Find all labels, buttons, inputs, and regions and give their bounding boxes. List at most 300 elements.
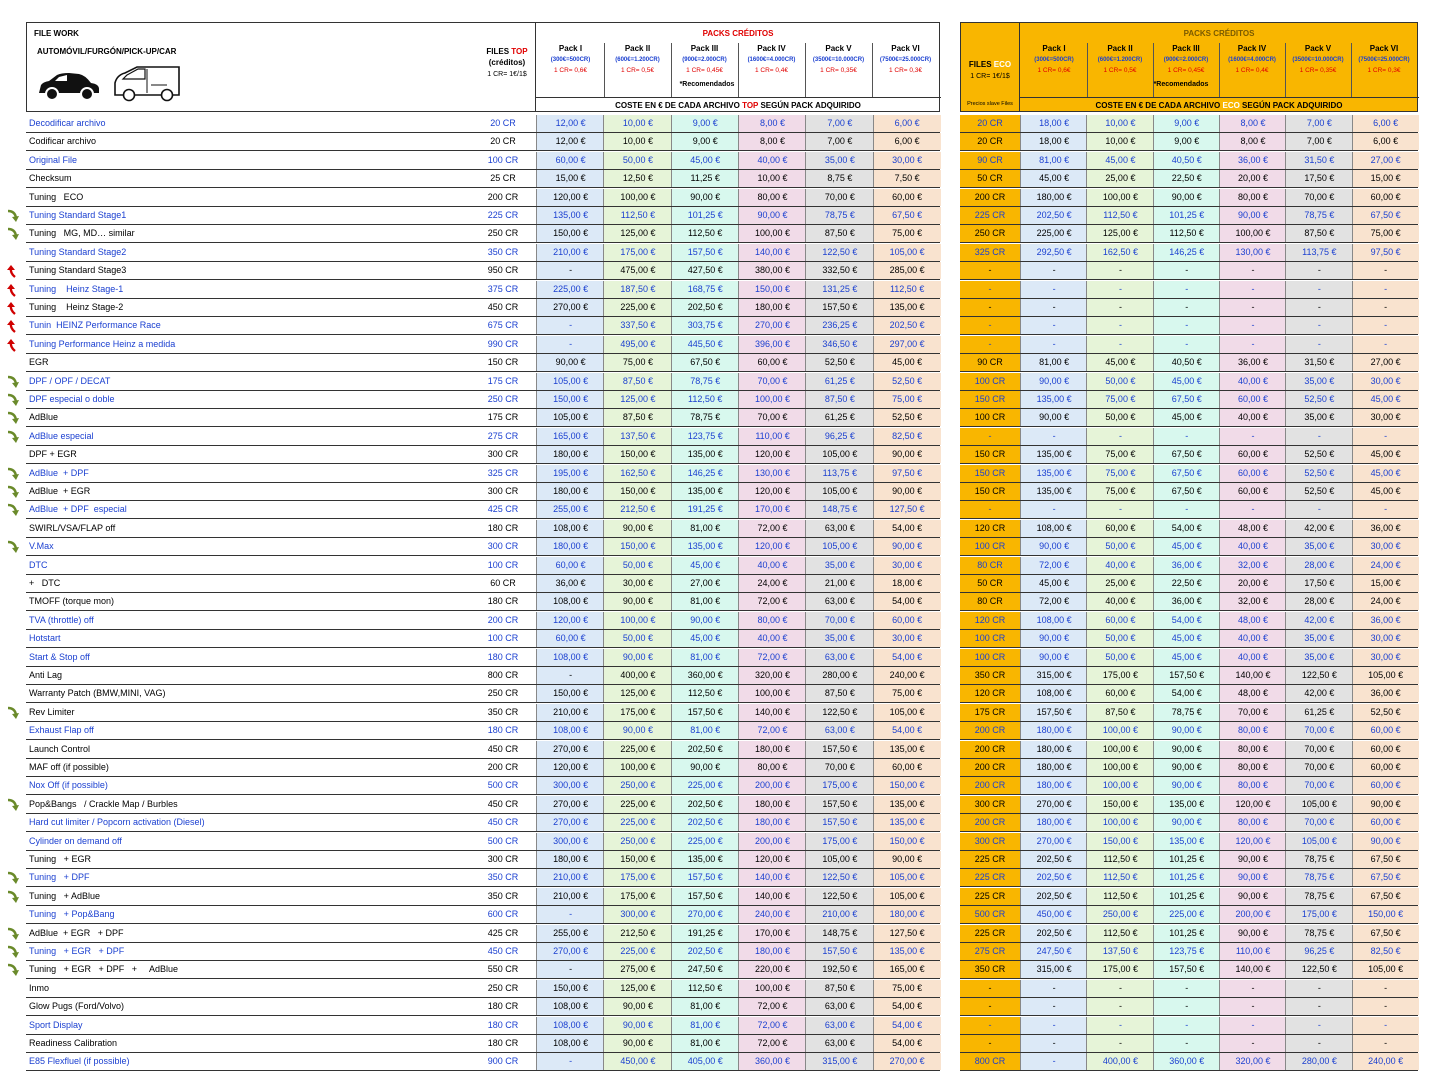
eco-price-cell: -: [1219, 262, 1286, 279]
eco-pack-1: [1021, 43, 1087, 77]
top-price-cell: 108,00 €: [536, 520, 604, 537]
table-row: [26, 189, 940, 207]
eco-price-cell: -: [1352, 299, 1419, 316]
eco-credits: 275 CR: [960, 943, 1020, 960]
eco-credits: 100 CR: [960, 409, 1020, 426]
eco-price-cell: 75,00 €: [1086, 391, 1153, 408]
eco-pack-4: [1219, 43, 1285, 77]
top-price-cell: 270,00 €: [738, 317, 806, 334]
top-price-cell: 7,50 €: [873, 170, 941, 187]
eco-price-cell: 67,50 €: [1352, 869, 1419, 886]
eco-price-cell: 42,00 €: [1285, 612, 1352, 629]
table-row: [26, 833, 940, 851]
top-price-cell: 140,00 €: [738, 869, 806, 886]
eco-price-cell: 45,00 €: [1352, 446, 1419, 463]
eco-price-cell: -: [1352, 262, 1419, 279]
eco-price-cell: 8,00 €: [1219, 115, 1286, 132]
top-price-cell: 275,00 €: [603, 961, 671, 978]
eco-price-cell: 17,50 €: [1285, 575, 1352, 592]
top-pack-2: [604, 43, 671, 77]
top-credits: 350 CR: [487, 890, 519, 901]
eco-price-cell: 50,00 €: [1086, 409, 1153, 426]
service-label: Tuning + EGR + DPF: [29, 946, 125, 956]
pack-range: (7500€=25.000CR): [879, 57, 932, 63]
table-row-eco: [960, 1053, 1418, 1071]
table-row-eco: [960, 538, 1418, 556]
eco-price-cell: 137,50 €: [1086, 943, 1153, 960]
service-label: Launch Control: [29, 743, 91, 754]
top-price-cell: 150,00 €: [536, 685, 604, 702]
eco-price-cell: 122,50 €: [1285, 961, 1352, 978]
table-row-eco: [960, 630, 1418, 648]
eco-price-cell: 25,00 €: [1086, 170, 1153, 187]
top-price-cell: 81,00 €: [671, 1017, 739, 1034]
table-row-eco: [960, 833, 1418, 851]
top-price-cell: 90,00 €: [873, 538, 941, 555]
top-price-cell: 87,50 €: [805, 225, 873, 242]
eco-price-cell: 101,25 €: [1153, 869, 1220, 886]
top-price-cell: 105,00 €: [873, 869, 941, 886]
top-price-cell: 18,00 €: [873, 575, 941, 592]
eco-price-cell: -: [1086, 998, 1153, 1015]
eco-price-cell: 105,00 €: [1285, 796, 1352, 813]
eco-price-cell: -: [1020, 1035, 1087, 1052]
top-price-cell: 63,00 €: [805, 520, 873, 537]
eco-credits: -: [960, 1035, 1020, 1052]
service-label: Checksum: [29, 173, 72, 184]
top-price-cell: 270,00 €: [536, 943, 604, 960]
service-label: Tuning Heinz Stage-1: [29, 283, 124, 294]
eco-price-cell: 105,00 €: [1285, 833, 1352, 850]
top-price-cell: 135,00 €: [671, 483, 739, 500]
eco-price-cell: 45,00 €: [1352, 483, 1419, 500]
eco-price-cell: 78,75 €: [1285, 869, 1352, 886]
service-label: Decodificar archivo: [29, 118, 106, 128]
top-price-cell: 180,00 €: [536, 538, 604, 555]
top-price-cell: 27,00 €: [671, 575, 739, 592]
top-credits: 250 CR: [487, 394, 519, 404]
table-row-eco: [960, 244, 1418, 262]
eco-price-cell: 36,00 €: [1153, 593, 1220, 610]
table-row-eco: [960, 262, 1418, 280]
service-label: Hard cut limiter / Popcorn activation (Diesel): [29, 817, 205, 828]
top-price-cell: 240,00 €: [738, 906, 806, 923]
top-price-cell: 60,00 €: [873, 759, 941, 776]
eco-price-cell: 60,00 €: [1219, 446, 1286, 463]
files-top-label: FILES TOP (créditos) 1 CR= 1€/1$: [486, 47, 528, 78]
packs-title-eco: PACKS CRÉDITOS: [1183, 29, 1255, 38]
top-price-cell: 52,50 €: [873, 409, 941, 426]
eco-price-cell: 100,00 €: [1086, 777, 1153, 794]
table-row-eco: [960, 667, 1418, 685]
eco-price-cell: 135,00 €: [1020, 483, 1087, 500]
top-price-cell: 270,00 €: [873, 1053, 941, 1070]
top-price-cell: 72,00 €: [738, 722, 806, 739]
top-price-cell: 125,00 €: [603, 391, 671, 408]
top-price-cell: 400,00 €: [603, 667, 671, 684]
eco-price-cell: 247,50 €: [1020, 943, 1087, 960]
eco-pack-2: [1087, 43, 1153, 77]
eco-price-cell: 81,00 €: [1020, 152, 1087, 169]
top-credits: 350 CR: [487, 706, 519, 717]
eco-price-cell: 22,50 €: [1153, 575, 1220, 592]
top-price-cell: 346,50 €: [805, 336, 873, 353]
eco-price-cell: 36,00 €: [1352, 520, 1419, 537]
top-price-cell: 195,00 €: [536, 465, 604, 482]
eco-price-cell: -: [1352, 281, 1419, 298]
service-label: Warranty Patch (BMW,MINI, VAG): [29, 688, 166, 699]
top-pack-5: [805, 43, 872, 77]
eco-price-cell: -: [1352, 317, 1419, 334]
eco-price-cell: 10,00 €: [1086, 133, 1153, 150]
top-price-cell: 236,25 €: [805, 317, 873, 334]
service-label: Tuning ECO: [29, 191, 84, 202]
eco-credits: 150 CR: [960, 391, 1020, 408]
top-price-cell: 105,00 €: [805, 538, 873, 555]
pack-cr-rate: 1 CR= 0,6€: [553, 67, 588, 74]
eco-price-cell: 122,50 €: [1285, 667, 1352, 684]
table-row: [26, 685, 940, 703]
top-price-cell: 135,00 €: [536, 207, 604, 224]
trend-down-arrow-icon: [6, 393, 20, 407]
coste-eco: COSTE EN € DE CADA ARCHIVO ECO SEGÚN PACK ADQUIRIDO: [1095, 101, 1343, 110]
eco-price-cell: 67,50 €: [1352, 888, 1419, 905]
pack-cr-rate: 1 CR= 0,45€: [686, 67, 723, 74]
eco-credits: -: [960, 281, 1020, 298]
top-credits: 500 CR: [487, 835, 519, 846]
top-price-cell: 96,25 €: [805, 428, 873, 445]
top-price-cell: 297,00 €: [873, 336, 941, 353]
eco-price-cell: -: [1153, 428, 1220, 445]
eco-credits: 350 CR: [960, 667, 1020, 684]
eco-credits: 200 CR: [960, 759, 1020, 776]
eco-price-cell: -: [1086, 1035, 1153, 1052]
eco-price-cell: 180,00 €: [1020, 759, 1087, 776]
pack-range: (600€=1.200CR): [615, 57, 660, 63]
eco-price-cell: 450,00 €: [1020, 906, 1087, 923]
top-price-cell: 63,00 €: [805, 1035, 873, 1052]
eco-price-cell: 112,50 €: [1086, 851, 1153, 868]
pack-cr-rate: 1 CR= 0,5€: [1103, 67, 1137, 74]
top-price-cell: 30,00 €: [873, 557, 941, 574]
table-row-eco: [960, 814, 1418, 832]
table-row: [26, 943, 940, 961]
service-label: AdBlue + EGR: [29, 486, 91, 496]
top-price-cell: 396,00 €: [738, 336, 806, 353]
top-credits: 180 CR: [487, 1001, 519, 1012]
eco-price-cell: 35,00 €: [1285, 630, 1352, 647]
eco-price-cell: 90,00 €: [1020, 373, 1087, 390]
eco-price-cell: 50,00 €: [1086, 649, 1153, 666]
top-price-cell: 8,00 €: [738, 115, 806, 132]
top-price-cell: 200,00 €: [738, 777, 806, 794]
service-label: Tuning + DPF: [29, 872, 90, 883]
top-price-cell: 148,75 €: [805, 501, 873, 518]
eco-price-cell: 75,00 €: [1086, 483, 1153, 500]
eco-price-cell: 78,75 €: [1285, 888, 1352, 905]
table-row-eco: [960, 704, 1418, 722]
eco-price-cell: -: [1020, 998, 1087, 1015]
table-row-eco: [960, 906, 1418, 924]
eco-price-cell: 225,00 €: [1153, 906, 1220, 923]
eco-price-cell: 60,00 €: [1352, 741, 1419, 758]
top-price-cell: 54,00 €: [873, 1035, 941, 1052]
eco-price-cell: -: [1086, 501, 1153, 518]
top-price-cell: 72,00 €: [738, 520, 806, 537]
table-row-eco: [960, 133, 1418, 151]
eco-price-cell: 175,00 €: [1285, 906, 1352, 923]
eco-price-cell: 135,00 €: [1153, 833, 1220, 850]
table-row-eco: [960, 373, 1418, 391]
eco-price-cell: -: [1153, 262, 1220, 279]
service-label: Tuning Standard Stage2: [29, 246, 127, 257]
eco-price-cell: 123,75 €: [1153, 943, 1220, 960]
top-price-cell: 60,00 €: [738, 354, 806, 371]
service-label: Tuning Performance Heinz a medida: [29, 338, 176, 349]
eco-price-cell: 157,50 €: [1153, 961, 1220, 978]
top-price-cell: 150,00 €: [603, 851, 671, 868]
top-price-cell: 225,00 €: [671, 833, 739, 850]
top-price-cell: 170,00 €: [738, 501, 806, 518]
top-price-cell: 148,75 €: [805, 925, 873, 942]
precios-slave: Precios slave Files: [967, 101, 1013, 107]
service-label: AdBlue + DPF especial: [29, 504, 127, 515]
table-row: [26, 391, 940, 409]
eco-price-cell: 400,00 €: [1086, 1053, 1153, 1070]
eco-price-cell: 50,00 €: [1086, 538, 1153, 555]
top-price-cell: 270,00 €: [536, 814, 604, 831]
eco-price-cell: 28,00 €: [1285, 557, 1352, 574]
table-row: [26, 207, 940, 225]
pack-cr-rate: 1 CR= 0,3€: [1367, 67, 1401, 74]
top-price-cell: 100,00 €: [603, 759, 671, 776]
top-price-cell: 270,00 €: [671, 906, 739, 923]
eco-price-cell: 35,00 €: [1285, 373, 1352, 390]
top-credits: 25 CR: [490, 173, 516, 184]
eco-price-cell: 45,00 €: [1153, 538, 1220, 555]
eco-price-cell: -: [1020, 1053, 1087, 1070]
top-price-cell: 45,00 €: [671, 152, 739, 169]
top-price-cell: 105,00 €: [805, 483, 873, 500]
top-credits: 675 CR: [487, 320, 519, 331]
top-price-cell: 90,00 €: [603, 1017, 671, 1034]
eco-credits: -: [960, 980, 1020, 997]
eco-price-cell: -: [1219, 998, 1286, 1015]
top-price-cell: 80,00 €: [738, 189, 806, 206]
eco-price-cell: -: [1285, 501, 1352, 518]
eco-price-cell: 135,00 €: [1020, 391, 1087, 408]
eco-price-cell: 90,00 €: [1352, 833, 1419, 850]
top-price-cell: 90,00 €: [603, 520, 671, 537]
top-price-cell: 168,75 €: [671, 281, 739, 298]
top-price-cell: 75,00 €: [873, 225, 941, 242]
top-price-cell: 127,50 €: [873, 501, 941, 518]
top-price-cell: 112,50 €: [671, 980, 739, 997]
top-price-cell: 10,00 €: [738, 170, 806, 187]
eco-price-cell: -: [1285, 428, 1352, 445]
table-row-eco: [960, 888, 1418, 906]
eco-price-cell: 120,00 €: [1219, 833, 1286, 850]
top-price-cell: 120,00 €: [738, 483, 806, 500]
eco-price-cell: 24,00 €: [1352, 593, 1419, 610]
top-credits: 250 CR: [487, 228, 519, 239]
eco-price-cell: 52,50 €: [1285, 391, 1352, 408]
top-price-cell: 72,00 €: [738, 649, 806, 666]
eco-price-cell: 8,00 €: [1219, 133, 1286, 150]
top-price-cell: 108,00 €: [536, 593, 604, 610]
top-pack-4: [738, 43, 805, 77]
top-price-cell: 90,00 €: [603, 593, 671, 610]
eco-price-cell: 42,00 €: [1285, 520, 1352, 537]
top-price-cell: 146,25 €: [671, 465, 739, 482]
eco-price-cell: 75,00 €: [1352, 225, 1419, 242]
eco-price-cell: 22,50 €: [1153, 170, 1220, 187]
eco-price-cell: 270,00 €: [1020, 796, 1087, 813]
eco-price-cell: 202,50 €: [1020, 851, 1087, 868]
eco-price-cell: 52,50 €: [1285, 446, 1352, 463]
top-price-cell: 50,00 €: [603, 557, 671, 574]
eco-price-cell: -: [1020, 980, 1087, 997]
eco-price-cell: 110,00 €: [1219, 943, 1286, 960]
eco-price-cell: 90,00 €: [1020, 630, 1087, 647]
top-pack-1: [537, 43, 604, 77]
top-price-cell: 75,00 €: [603, 354, 671, 371]
service-label: Pop&Bangs / Crackle Map / Burbles: [29, 798, 178, 809]
eco-price-cell: 60,00 €: [1219, 483, 1286, 500]
eco-price-cell: 90,00 €: [1219, 925, 1286, 942]
top-price-cell: 131,25 €: [805, 281, 873, 298]
top-price-cell: 175,00 €: [805, 777, 873, 794]
eco-price-cell: 60,00 €: [1086, 685, 1153, 702]
top-price-cell: 90,00 €: [671, 189, 739, 206]
eco-price-cell: 135,00 €: [1020, 446, 1087, 463]
top-credits: 150 CR: [487, 357, 519, 368]
top-price-cell: 108,00 €: [536, 649, 604, 666]
pack-name: Pack II: [624, 44, 651, 53]
eco-price-cell: 15,00 €: [1352, 170, 1419, 187]
service-label: E85 Flexfluel (if possible): [29, 1056, 130, 1067]
eco-price-cell: 157,50 €: [1153, 667, 1220, 684]
top-price-cell: 87,50 €: [603, 373, 671, 390]
eco-price-cell: 113,75 €: [1285, 244, 1352, 261]
top-price-cell: 157,50 €: [671, 704, 739, 721]
top-price-cell: 112,50 €: [603, 207, 671, 224]
table-row: [26, 336, 940, 354]
top-price-cell: -: [536, 262, 604, 279]
table-row: [26, 538, 940, 556]
top-price-cell: 100,00 €: [603, 189, 671, 206]
top-price-cell: -: [536, 667, 604, 684]
eco-price-cell: -: [1086, 299, 1153, 316]
coste-top: COSTE EN € DE CADA ARCHIVO TOP SEGÚN PACK ADQUIRIDO: [615, 101, 861, 110]
eco-price-cell: 81,00 €: [1020, 354, 1087, 371]
eco-price-cell: 108,00 €: [1020, 520, 1087, 537]
eco-price-cell: 9,00 €: [1153, 115, 1220, 132]
pack-name: Pack VI: [1369, 44, 1399, 53]
service-label: Tuning Standard Stage3: [29, 265, 127, 276]
eco-price-cell: -: [1285, 317, 1352, 334]
eco-price-cell: 67,50 €: [1352, 851, 1419, 868]
top-price-cell: 110,00 €: [738, 428, 806, 445]
top-credits: 450 CR: [487, 743, 519, 754]
eco-price-cell: 150,00 €: [1086, 833, 1153, 850]
service-label: Sport Display: [29, 1019, 83, 1030]
top-price-cell: 130,00 €: [738, 465, 806, 482]
table-row-eco: [960, 980, 1418, 998]
top-credits: 200 CR: [487, 191, 519, 202]
eco-price-cell: 40,00 €: [1219, 373, 1286, 390]
table-row-eco: [960, 575, 1418, 593]
top-price-cell: 75,00 €: [873, 980, 941, 997]
top-price-cell: 220,00 €: [738, 961, 806, 978]
service-label: Tuning + EGR: [29, 854, 91, 864]
top-price-cell: 255,00 €: [536, 501, 604, 518]
eco-price-cell: 27,00 €: [1352, 354, 1419, 371]
eco-price-cell: 80,00 €: [1219, 777, 1286, 794]
eco-price-cell: 112,50 €: [1153, 225, 1220, 242]
eco-price-cell: -: [1219, 336, 1286, 353]
eco-price-cell: 78,75 €: [1153, 704, 1220, 721]
table-row: [26, 225, 940, 243]
eco-price-cell: -: [1352, 998, 1419, 1015]
eco-price-cell: -: [1153, 1035, 1220, 1052]
service-label: SWIRL/VSA/FLAP off: [29, 522, 116, 533]
eco-credits: 120 CR: [960, 685, 1020, 702]
pack-range: (1600€=4.000CR): [1228, 57, 1276, 63]
eco-price-cell: 27,00 €: [1352, 152, 1419, 169]
table-row: [26, 649, 940, 667]
top-credits: 450 CR: [487, 817, 519, 828]
top-price-cell: 100,00 €: [738, 685, 806, 702]
top-price-cell: 90,00 €: [873, 446, 941, 463]
top-price-cell: 90,00 €: [536, 354, 604, 371]
eco-price-cell: 25,00 €: [1086, 575, 1153, 592]
top-price-cell: 125,00 €: [603, 225, 671, 242]
top-price-cell: 122,50 €: [805, 869, 873, 886]
table-row: [26, 409, 940, 427]
top-credits: 350 CR: [487, 246, 519, 257]
top-price-cell: 120,00 €: [738, 851, 806, 868]
top-credits: 100 CR: [487, 559, 519, 570]
top-price-cell: 63,00 €: [805, 593, 873, 610]
top-price-cell: 140,00 €: [738, 704, 806, 721]
eco-price-cell: 9,00 €: [1153, 133, 1220, 150]
top-price-cell: 123,75 €: [671, 428, 739, 445]
eco-price-cell: 30,00 €: [1352, 538, 1419, 555]
eco-price-cell: -: [1285, 281, 1352, 298]
top-price-cell: 6,00 €: [873, 115, 941, 132]
eco-price-cell: 7,00 €: [1285, 133, 1352, 150]
table-row-eco: [960, 299, 1418, 317]
top-credits: 300 CR: [487, 541, 519, 552]
top-price-cell: 78,75 €: [671, 409, 739, 426]
eco-credits: 225 CR: [960, 925, 1020, 942]
pack-range: (1600€=4.000CR): [747, 57, 796, 63]
top-price-cell: 6,00 €: [873, 133, 941, 150]
top-credits: 325 CR: [487, 467, 519, 478]
eco-credits: 80 CR: [960, 593, 1020, 610]
table-row-eco: [960, 649, 1418, 667]
top-price-cell: 285,00 €: [873, 262, 941, 279]
eco-credits: 800 CR: [960, 1053, 1020, 1070]
table-row: [26, 814, 940, 832]
eco-price-cell: 240,00 €: [1352, 1053, 1419, 1070]
top-price-cell: 150,00 €: [603, 483, 671, 500]
eco-price-cell: 18,00 €: [1020, 133, 1087, 150]
top-price-cell: 360,00 €: [671, 667, 739, 684]
top-price-cell: 135,00 €: [873, 741, 941, 758]
service-label: Start & Stop off: [29, 651, 90, 662]
